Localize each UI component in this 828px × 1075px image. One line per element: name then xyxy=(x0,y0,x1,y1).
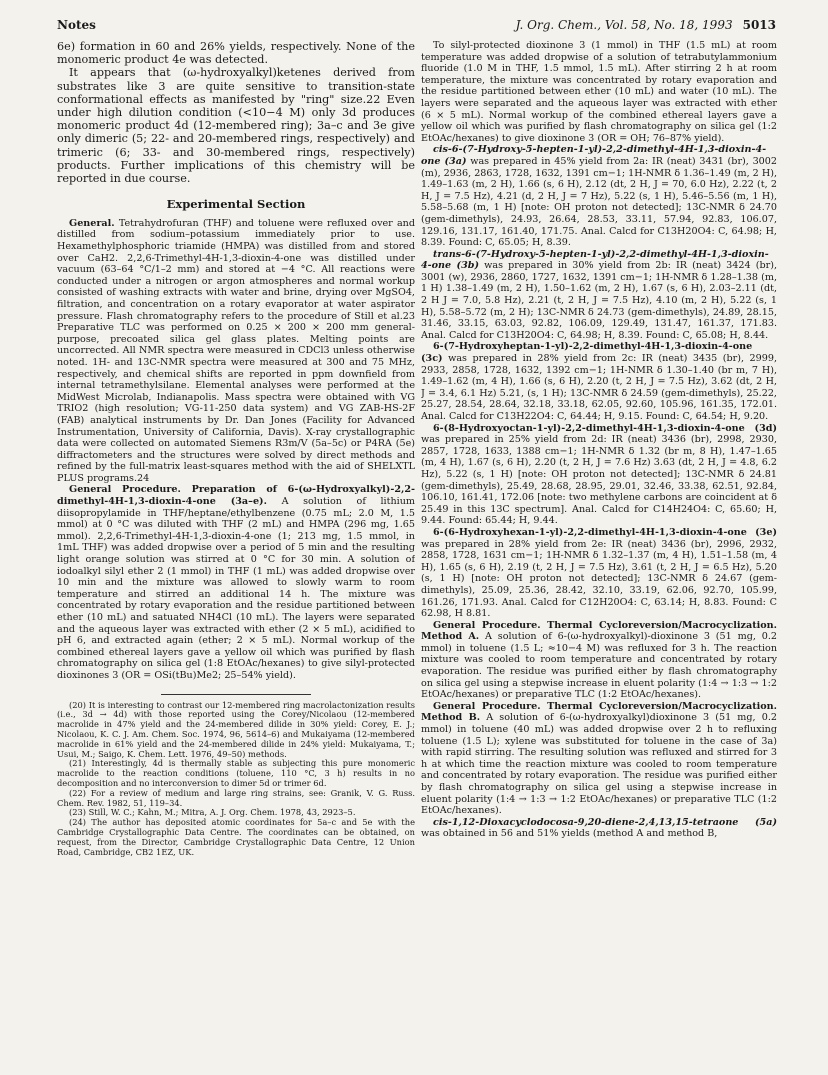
page-number: 5013 xyxy=(742,18,776,32)
compound-3a-text: was prepared in 45% yield from 2a: IR (neat) 3431 (br), 3002 (m), 2936, 2863, 1728, 1632, 1391 cm−1; 1H-NMR δ 1.36–1.49 (m, 2 H), 1.49–1.63 (m, 2 H), 1.66 (s, 6 H), 2.12 (dt, 2 H, J = 70, 6.0 Hz), 2.22 (t, 2 H, J = 7.5 Hz), 4.21 (d, 2 H, J = 7 Hz), 5.22 (s, 1 H), 5.46–5.56 (m, 1 H), 5.58–5.68 (m, 1 H) [note: OH proton not detected]; 13C-NMR δ 24.70 (gem-dimethyls), 24.93, 26.64, 28.53, 33.11, 57.94, 92.83, 106.07, 129.16, 131.17, 161.40, 171.75. Anal. Calcd for C13H20O4: C, 64.98; H, 8.39. Found: C, 65.05; H, 8.39. xyxy=(421,155,777,249)
compound-3d-text: was prepared in 25% yield from 2d: IR (neat) 3436 (br), 2998, 2930, 2857, 1728, 1633, 1388 cm−1; 1H-NMR δ 1.32 (br m, 8 H), 1.47–1.65 (m, 4 H), 1.67 (s, 6 H), 2.20 (t, 2 H, J = 7.6 Hz) 3.63 (dt, 2 H, J = 4.8, 6.2 Hz), 5.22 (s, 1 H) [note: OH proton not detected]; 13C-NMR δ 24.81 (gem-dimethyls), 25.49, 28.68, 28.95, 29.01, 32.46, 33.38, 62.51, 92.84, 106.10, 161.41, 172.06 [note: two methylene carbons are coincident at δ 25.49 in this 13C spectrum]. Anal. Calcd for C14H24O4: C, 65.60; H, 9.44. Found: 65.44; H, 9.44. xyxy=(421,434,777,527)
header-journal: J. Org. Chem., Vol. 58, No. 18, 1993 xyxy=(515,18,733,32)
experimental-section-heading: Experimental Section xyxy=(166,197,306,212)
footnote-20: (20) It is interesting to contrast our 12-membered ring macrolactonization results (i.e., 3d → 4d) with those reported using the Corey/Nicolaou (12-membered macrolide in 47% yield and the 24-membered dilide in 30% yield: Corey, E. J.; Nicolaou, K. C. J. Am. Chem. Soc. 1974, 96, 5614–6) and Mukaiyama (12-membered macrolide in 61% yield and the 24-membered dilide in 24% yield: Mukaiyama, T.; Usui, M.; Saigo, K. Chem. Lett. 1976, 49–50) methods. xyxy=(57,699,415,759)
compound-3c-paragraph xyxy=(421,341,777,422)
method-a-paragraph xyxy=(421,620,777,701)
compound-3c-text: was prepared in 28% yield from 2c: IR (neat) 3435 (br), 2999, 2933, 2858, 1728, 1632, 1392 cm−1; 1H-NMR δ 1.30–1.40 (br m, 7 H), 1.49–1.62 (m, 4 H), 1.66 (s, 6 H), 2.20 (t, 2 H, J = 7.5 Hz), 3.62 (dt, 2 H, J = 3.4, 6.1 Hz) 5.21, (s, 1 H); 13C-NMR δ 24.59 (gem-dimethyls), 25.22, 25.27, 28.54, 28.64, 32.18, 33.18, 62.05, 92.60, 105.96, 161.35, 172.01. Anal. Calcd for C13H22O4: C, 64.44; H, 9.15. Found: C, 64.54; H, 9.20. xyxy=(421,353,777,422)
compound-3a-name: cis-6-(7-Hydroxy-5-hepten-1-yl)-2,2-dimethyl-4H-1,3-dioxin-4-one (3a) xyxy=(421,144,767,167)
method-b-paragraph xyxy=(421,701,777,817)
compound-3c-name: 6-(7-Hydroxyheptan-1-yl)-2,2-dimethyl-4H-1,3-dioxin-4-one (3c) xyxy=(421,341,753,365)
footnote-divider xyxy=(161,694,311,695)
procedure-run-in: General Procedure. Preparation of 6-(ω-Hydroxyalkyl)-2,2-dimethyl-4H-1,3-dioxin-4-one (3a–e). xyxy=(57,484,415,508)
compound-3e-text: was prepared in 28% yield from 2e: IR (neat) 3436 (br), 2996, 2932, 2858, 1728, 1631 cm−1; 1H-NMR δ 1.32–1.37 (m, 4 H), 1.51–1.58 (m, 4 H), 1.65 (s, 6 H), 2.19 (t, 2 H, J = 7.5 Hz), 3.61 (t, 2 H, J = 6.5 Hz), 5.20 (s, 1 H) [note: OH proton not detected]; 13C-NMR δ 24.67 (gem-dimethyls), 25.09, 25.36, 28.42, 32.10, 33.19, 62.06, 92.70, 105.99, 161.26, 171.93. Anal. Calcd for C12H20O4: C, 63.14; H, 8.83. Found: C 62.98, H 8.81. xyxy=(421,538,777,620)
compound-3e-name: 6-(6-Hydroxyhexan-1-yl)-2,2-dimethyl-4H-1,3-dioxin-4-one (3e) xyxy=(433,526,777,538)
lead-paragraph-1: 6e) formation in 60 and 26% yields, respectively. None of the monomeric product 4e was detected. xyxy=(57,40,415,67)
compound-5a-text: was obtained in 56 and 51% yields (method A and method B, xyxy=(421,828,718,840)
compound-3d-paragraph xyxy=(421,423,777,527)
procedure-paragraph xyxy=(57,484,415,681)
general-paragraph xyxy=(57,218,415,485)
left-column xyxy=(57,40,415,1060)
footnote-21: (21) Interestingly, 4d is thermally stable as subjecting this pure monomeric macrolide to the reaction conditions (toluene, 110 °C, 3 h) results in no decomposition and no interconversion to dimer 5d or trimer 6d. xyxy=(57,758,415,788)
method-b-run-in: General Procedure. Thermal Cycloreversion/Macrocyclization. Method B. xyxy=(421,700,777,724)
footnote-22: (22) For a review of medium and large ring strains, see: Granik, V. G. Russ. Chem. Rev. 1982, 51, 119–34. xyxy=(57,787,415,808)
method-b-text: A solution of 6-(ω-hydroxyalkyl)dioxinone 3 (51 mg, 0.2 mmol) in toluene (40 mL) was added dropwise over 2 h to refluxing toluene (1.5 L); xylene was substituted for toluene in the case of 3a) with rapid stirring. The resulting solution was refluxed and stirred for 3 h at which time the reaction mixture was cooled to room temperature and concentrated by rotary evaporation. The residue was purified either by flash chromatography on silica gel using a stepwise increase in eluent polarity (1:4 → 1:3 → 1:2 EtOAc/hexanes) or preparative TLC (1:2 EtOAc/hexanes). xyxy=(421,712,777,817)
footnotes xyxy=(57,701,415,858)
compound-3b-text: was prepared in 30% yield from 2b: IR (neat) 3424 (br), 3001 (w), 2936, 2860, 1727, 1632, 1391 cm−1; 1H-NMR δ 1.28–1.38 (m, 1 H) 1.38–1.49 (m, 2 H), 1.50–1.62 (m, 2 H), 1.67 (s, 6 H), 2.03–2.11 (dt, 2 H J = 7.0, 5.8 Hz), 2.21 (t, 2 H, J = 7.5 Hz), 4.10 (m, 2 H), 5.22 (s, 1 H), 5.58–5.72 (m, 2 H); 13C-NMR δ 24.73 (gem-dimethyls), 24.89, 28.15, 31.46, 33.15, 63.03, 92.82, 106.09, 129.49, 131.47, 161.37, 171.83. Anal. Calcd for C13H20O4: C, 64.98; H, 8.39. Found: C, 65.08; H, 8.44. xyxy=(421,260,777,341)
lead-paragraph-2: It appears that (ω-hydroxyalkyl)ketenes derived from substrates like 3 are quite sensitive to transition-state conformational effects as manifested by "ring" size.22 Even under high dilution condition (<10−4 M) only 3d produces monomeric product 4d (12-membered ring); 3a–c and 3e give only dimeric (5; 22- and 20-membered rings, respectively) and trimeric (6; 33- and 30-membered rings, respectively) products. Further implications of this chemistry will be reported in due course. xyxy=(57,66,415,186)
deprotection-paragraph: To silyl-protected dioxinone 3 (1 mmol) in THF (1.5 mL) at room temperature was added dropwise of a solution of tetrabutylammonium fluoride (1.0 M in THF, 1.5 mmol, 1.5 mL). After stirring 2 h at room temperature, the mixture was concentrated by rotary evaporation and the residue partitioned between ether (10 mL) and water (10 mL). The layers were separated and the aqueous layer was extracted with ether (6 × 5 mL). Normal workup of the combined ethereal layers gave a yellow oil which was purified by flash chromatography on silica gel (1:2 EtOAc/hexanes) to give dioxinone 3 (OR = OH; 76–87% yield). xyxy=(421,40,777,144)
general-run-in: General. xyxy=(69,217,115,229)
compound-3b-paragraph xyxy=(421,249,777,342)
compound-3b-name: trans-6-(7-Hydroxy-5-hepten-1-yl)-2,2-dimethyl-4H-1,3-dioxin-4-one (3b) xyxy=(421,248,769,272)
footnote-23: (23) Still, W. C.; Kahn, M.; Mitra, A. J. Org. Chem. 1978, 43, 2923–5. xyxy=(69,807,356,818)
method-a-run-in: General Procedure. Thermal Cycloreversion/Macrocyclization. Method A. xyxy=(421,619,777,643)
header-section: Notes xyxy=(57,18,96,32)
procedure-text: A solution of lithium diisopropylamide in THF/heptane/ethylbenzene (0.75 mL; 2.0 M, 1.5 mmol) at 0 °C was diluted with THF (2 mL) and HMPA (296 mg, 1.65 mmol). 2,2,6-Trimethyl-4H-1,3-dioxin-4-one (1; 213 mg, 1.5 mmol, in 1mL THF) was added dropwise over a period of 5 min and the resulting light orange solution was stirred at 0 °C for 30 min. A solution of iodoalkyl silyl ether 2 (1 mmol) in THF (1 mL) was added dropwise over 10 min and the mixture was allowed to slowly warm to room temperature and stirred an additional 14 h. The mixture was concentrated by rotary evaporation and the residue partitioned between ether (10 mL) and satuated NH4Cl (10 mL). The layers were separated and the aqueous layer was extracted with ether (2 × 5 mL), acidified to pH 6, and extracted again (ether; 2 × 5 mL). Normal workup of the combined ethereal layers gave a yellow oil which was purified by flash chromatography on silica gel (1:8 EtOAc/hexanes) to give silyl-protected dioxinones 3 (OR = OSi(tBu)Me2; 25–54% yield). xyxy=(57,496,415,681)
compound-5a-paragraph xyxy=(421,817,777,840)
compound-3e-paragraph xyxy=(421,527,777,620)
right-column xyxy=(421,40,777,1060)
general-text: Tetrahydrofuran (THF) and toluene were refluxed over and distilled from sodium–potassium immediately prior to use. Hexamethylphosphoric triamide (HMPA) was distilled from and stored over CaH2. 2,2,6-Trimethyl-4H-1,3-dioxin-4-one was distilled under vacuum (63–64 °C/1–2 mm) and stored at −4 °C. All reactions were conducted under a nitrogen or argon atmospheres and normal workup consisted of washing extracts with water and brine, drying over MgSO4, filtration, and concentration on a rotary evaporator at water aspirator pressure. Flash chromatography refers to the procedure of Still et al.23 Preparative TLC was performed on 0.25 × 200 × 200 mm general-purpose, precoated silica gel glass plates. Melting points are uncorrected. All NMR spectra were measured in CDCl3 unless otherwise noted. 1H- and 13C-NMR spectra were measured at 300 and 75 MHz, respectively, and chemical shifts are reported in ppm downfield from internal tetramethylsilane. Elemental analyses were performed at the MidWest Microlab, Indianapolis. Mass spectra were obtained with VG TRIO2 (high resolution; VG-11-250 data system) and VG ZAB-HS-2F (FAB) analytical instruments by Dr. Dan Jones (Facility for Advanced Instrumentation, University of California, Davis). X-ray crystallographic data were collected on automated Siemens R3m/V (5a–5c) or P4RA (5e) diffractometers and the structures were solved by direct methods and refined by the full-matrix least-squares method with the aid of SHELXTL PLUS programs.24 xyxy=(57,217,415,484)
method-a-text: A solution of 6-(ω-hydroxyalkyl)-dioxinone 3 (51 mg, 0.2 mmol) in toluene (1.5 L; ≈10−4 M) was refluxed for 3 h. The reaction mixture was cooled to room temperature and concentrated by rotary evaporation. The residue was purified either by flash chromatography on silica gel using a stepwise increase in eluent polarity (1:4 → 1:3 → 1:2 EtOAc/hexanes) or preparative TLC (1:2 EtOAc/hexanes). xyxy=(421,631,777,701)
running-header xyxy=(57,18,776,36)
compound-3d-name: 6-(8-Hydroxyoctan-1-yl)-2,2-dimethyl-4H-1,3-dioxin-4-one (3d) xyxy=(433,422,777,434)
footnote-24: (24) The author has deposited atomic coordinates for 5a–c and 5e with the Cambridge Crystallographic Data Centre. The coordinates can be obtained, on request, from the Director, Cambridge Crystallographic Data Centre, 12 Union Road, Cambridge, CB2 1EZ, UK. xyxy=(57,817,415,857)
lead-text xyxy=(57,40,415,185)
compound-3a-paragraph xyxy=(421,144,777,248)
header-journal-citation xyxy=(516,18,776,32)
compound-5a-name: cis-1,12-Dioxacyclodocosa-9,20-diene-2,4,13,15-tetraone (5a) xyxy=(433,816,777,828)
